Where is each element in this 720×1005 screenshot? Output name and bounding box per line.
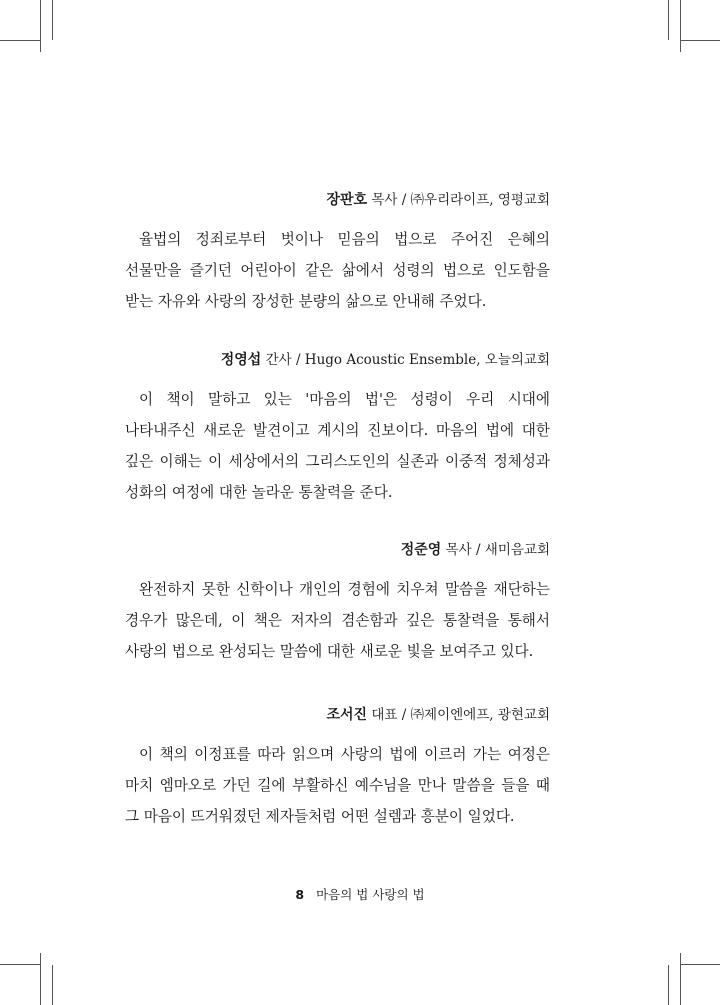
endorsement bbox=[125, 705, 550, 832]
endorser-line bbox=[125, 540, 550, 560]
endorser-name: 장판호 bbox=[326, 192, 368, 208]
crop-mark bbox=[0, 964, 40, 965]
crop-mark bbox=[680, 0, 681, 52]
crop-mark bbox=[680, 964, 720, 965]
crop-mark bbox=[40, 0, 41, 52]
page-number: 8 bbox=[295, 887, 305, 902]
endorsement-text: 이 책이 말하고 있는 '마음의 법'은 성령이 우리 시대에 나타내주신 새로운 발견이고 계시의 진보이다. 마음의 법에 대한 깊은 이해는 이 세상에서의 그리스도인의 실존과 이중적 정체성과 성화의 여정에 대한 놀라운 통찰력을 준다. bbox=[125, 391, 550, 501]
crop-mark bbox=[680, 953, 681, 1005]
crop-mark bbox=[668, 0, 669, 40]
crop-mark bbox=[0, 40, 40, 41]
crop-mark bbox=[52, 965, 53, 1005]
crop-mark bbox=[668, 965, 669, 1005]
endorser-line bbox=[125, 350, 550, 370]
endorsement bbox=[125, 540, 550, 667]
endorser-line bbox=[125, 190, 550, 210]
endorsement-text: 완전하지 못한 신학이나 개인의 경험에 치우쳐 말씀을 재단하는 경우가 많은데, 이 책은 저자의 겸손함과 깊은 통찰력을 통해서 사랑의 법으로 완성되는 말씀에 대한 새로운 빛을 보여주고 있다. bbox=[125, 581, 550, 660]
page-footer bbox=[0, 886, 720, 904]
endorsement-text: 이 책의 이정표를 따라 읽으며 사랑의 법에 이르러 가는 여정은 마치 엠마오로 가던 길에 부활하신 예수님을 만나 말씀을 들을 때 그 마음이 뜨거워졌던 제자들처럼 어떤 설렘과 흥분이 일었다. bbox=[125, 746, 550, 825]
endorsement bbox=[125, 190, 550, 317]
endorser-affiliation: 목사 / 새미음교회 bbox=[445, 542, 550, 558]
endorser-line bbox=[125, 705, 550, 725]
book-title: 마음의 법 사랑의 법 bbox=[316, 887, 425, 902]
crop-mark bbox=[40, 953, 41, 1005]
endorser-name: 정준영 bbox=[400, 542, 442, 558]
endorser-name: 정영섭 bbox=[220, 352, 262, 368]
endorsement-text: 율법의 정죄로부터 벗이나 믿음의 법으로 주어진 은혜의 선물만을 즐기던 어린아이 같은 삶에서 성령의 법으로 인도함을 받는 자유와 사랑의 장성한 분량의 삶으로 안내해 주었다. bbox=[125, 231, 550, 310]
endorsement bbox=[125, 350, 550, 508]
endorser-affiliation: 간사 / Hugo Acoustic Ensemble, 오늘의교회 bbox=[265, 352, 550, 368]
endorser-name: 조서진 bbox=[326, 707, 368, 723]
crop-mark bbox=[52, 0, 53, 40]
endorser-affiliation: 대표 / ㈜제이엔에프, 광현교회 bbox=[371, 707, 550, 723]
endorser-affiliation: 목사 / ㈜우리라이프, 영평교회 bbox=[371, 192, 550, 208]
crop-mark bbox=[680, 40, 720, 41]
